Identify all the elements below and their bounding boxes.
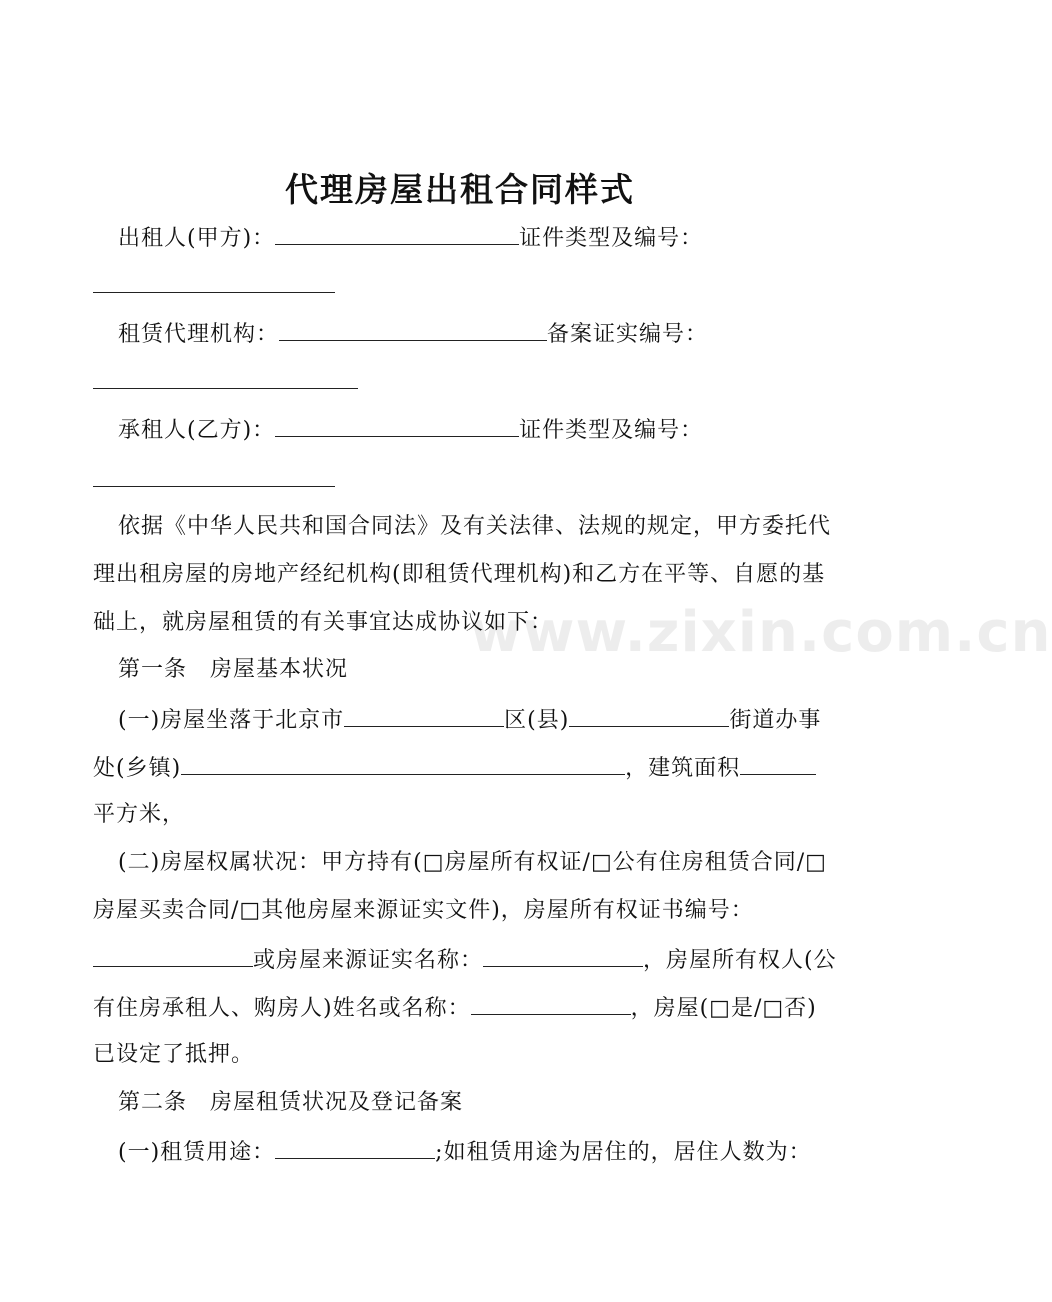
agent-line <box>118 318 708 350</box>
occupants-label: ;如租赁用途为居住的，居住人数为： <box>435 1140 812 1165</box>
district-label: 区(县) <box>504 708 570 733</box>
article1-p2-line1: (二)房屋权属状况：甲方持有(□房屋所有权证/□公有住房租赁合同/□ <box>118 850 827 875</box>
street-label: 街道办事 <box>729 708 822 733</box>
certificate-number-blank <box>93 944 253 967</box>
agent-name-blank <box>279 318 547 341</box>
watermark-text: www.zixin.com.cn <box>470 600 1052 665</box>
preamble-line-3: 础上，就房屋租赁的有关事宜达成协议如下： <box>93 610 554 635</box>
usage-label: (一)租赁用途： <box>118 1140 276 1165</box>
owner-name-label: 有住房承租人、购房人)姓名或名称： <box>93 996 471 1021</box>
town-label: 处(乡镇) <box>93 756 182 781</box>
area-unit: 平方米， <box>93 802 186 827</box>
town-blank <box>181 752 625 775</box>
lessor-id-blank <box>93 292 335 293</box>
mortgage-text: 已设定了抵押。 <box>93 1042 255 1067</box>
mortgage-options: ，房屋(□是/□否) <box>630 996 817 1021</box>
lessor-id-label: 证件类型及编号： <box>519 226 704 251</box>
filing-number-blank <box>93 388 358 389</box>
article1-p1-line1 <box>118 704 821 736</box>
article1-heading: 第一条 房屋基本状况 <box>118 657 349 682</box>
usage-blank <box>275 1136 435 1159</box>
preamble-line-1: 依据《中华人民共和国合同法》及有关法律、法规的规定，甲方委托代 <box>118 514 832 539</box>
owner-label: ，房屋所有权人(公 <box>643 948 837 973</box>
agent-label: 租赁代理机构： <box>118 322 280 347</box>
lessee-id-blank <box>93 486 335 487</box>
source-name-label: 或房屋来源证实名称： <box>253 948 484 973</box>
lessee-name-blank <box>275 414 519 437</box>
article2-p1 <box>118 1136 812 1168</box>
lessee-line <box>118 414 703 446</box>
lessee-id-label: 证件类型及编号： <box>519 418 704 443</box>
owner-name-blank <box>471 992 631 1015</box>
article1-p2-line3 <box>93 944 837 976</box>
street-blank <box>569 704 729 727</box>
article2-heading: 第二条 房屋租赁状况及登记备案 <box>118 1090 464 1115</box>
article1-p2-line4 <box>93 992 817 1024</box>
lessor-line <box>118 222 703 254</box>
article1-p2-line2: 房屋买卖合同/□其他房屋来源证实文件)，房屋所有权证书编号： <box>93 898 754 923</box>
district-blank <box>344 704 504 727</box>
document-title: 代理房屋出租合同样式 <box>285 170 635 209</box>
lessor-name-blank <box>275 222 519 245</box>
article1-p1-line2 <box>93 752 816 784</box>
source-name-blank <box>483 944 643 967</box>
filing-label: 备案证实编号： <box>547 322 709 347</box>
area-label: ，建筑面积 <box>625 756 741 781</box>
preamble-line-2: 理出租房屋的房地产经纪机构(即租赁代理机构)和乙方在平等、自愿的基 <box>93 562 826 587</box>
area-blank <box>740 752 816 775</box>
location-label: (一)房屋坐落于北京市 <box>118 708 345 733</box>
lessor-label: 出租人(甲方)： <box>118 226 276 251</box>
lessee-label: 承租人(乙方)： <box>118 418 276 443</box>
